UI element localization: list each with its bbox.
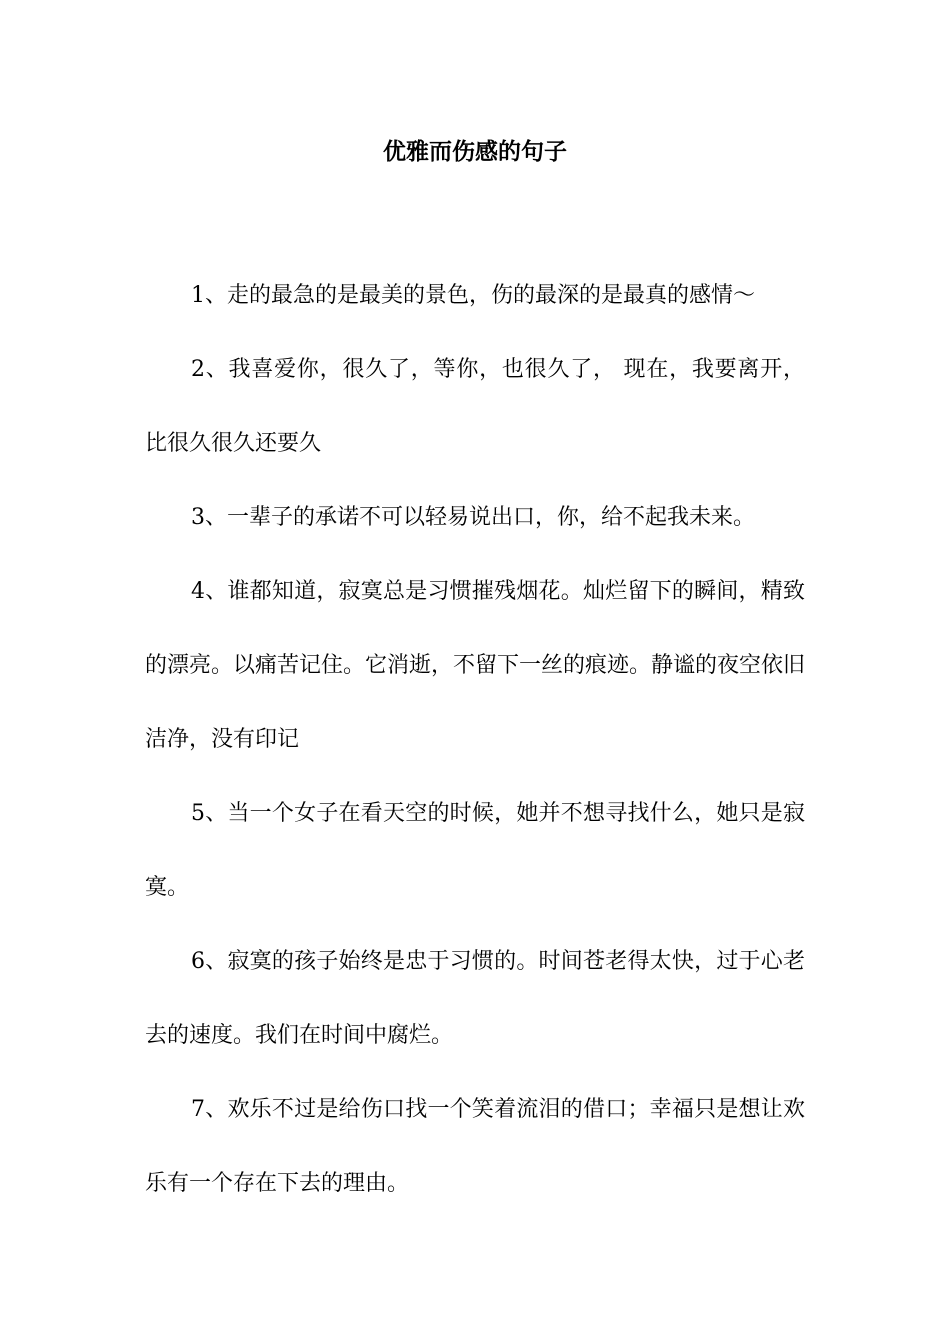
- paragraph-2: 2、我喜爱你，很久了，等你，也很久了， 现在，我要离开，比很久很久还要久: [145, 357, 805, 456]
- paragraph-4: 4、谁都知道，寂寞总是习惯摧残烟花。灿烂留下的瞬间，精致的漂亮。以痛苦记住。它消逝，不留下一丝的痕迹。静谧的夜空依旧洁净，没有印记: [145, 579, 806, 752]
- paragraph-1: 1、走的最急的是最美的景色，伤的最深的是最真的感情～: [191, 283, 755, 308]
- document-title: 优雅而伤感的句子: [383, 138, 567, 165]
- paragraph-6: 6、寂寞的孩子始终是忠于习惯的。时间苍老得太快，过于心老去的速度。我们在时间中腐烂。: [145, 949, 805, 1048]
- document-body: [145, 259, 805, 1221]
- paragraph-5: 5、当一个女子在看天空的时候，她并不想寻找什么，她只是寂寞。: [145, 801, 805, 900]
- paragraph-3: 3、一辈子的承诺不可以轻易说出口，你，给不起我未来。: [191, 505, 755, 530]
- paragraph-7: 7、欢乐不过是给伤口找一个笑着流泪的借口；幸福只是想让欢乐有一个存在下去的理由。: [145, 1097, 805, 1196]
